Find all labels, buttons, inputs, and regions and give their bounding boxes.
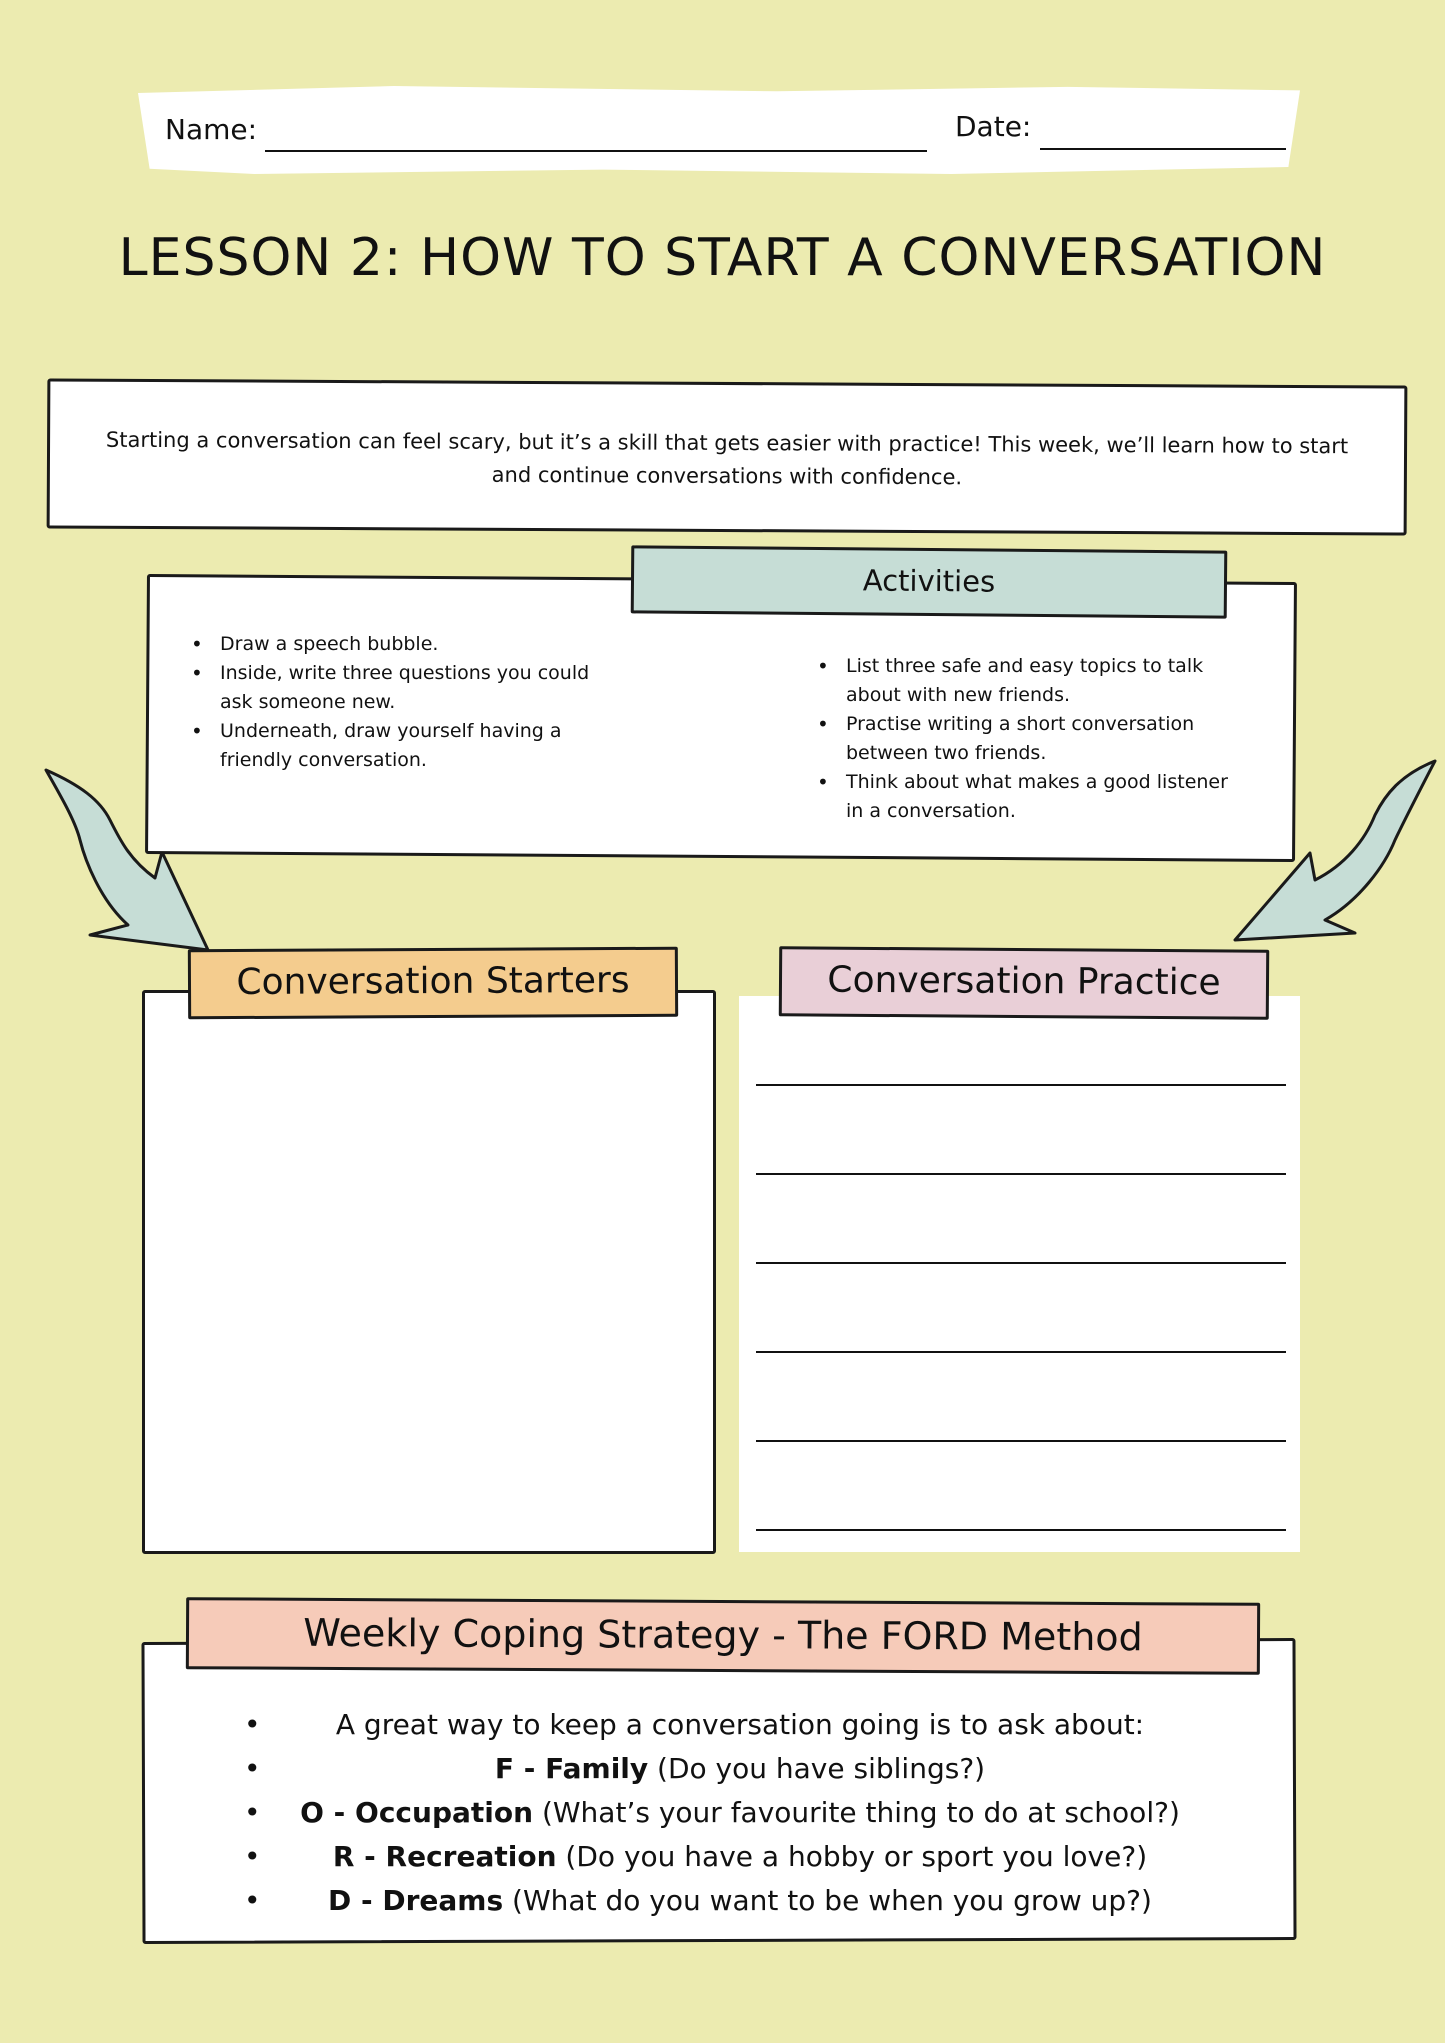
activities-left-list: [191, 630, 611, 775]
ford-detail: (Do you have a hobby or sport you love?): [556, 1840, 1148, 1873]
ford-term: O - Occupation: [300, 1796, 534, 1829]
name-date-strip: [138, 86, 1300, 174]
ford-item-recreation: [240, 1835, 1240, 1879]
writing-line[interactable]: [756, 1529, 1286, 1531]
ford-item-dreams: [240, 1879, 1240, 1923]
writing-line[interactable]: [756, 1440, 1286, 1442]
writing-line[interactable]: [756, 1351, 1286, 1353]
ford-method-heading: Weekly Coping Strategy - The FORD Method: [186, 1597, 1260, 1675]
ford-intro: [240, 1703, 1240, 1747]
ford-term: D - Dreams: [328, 1884, 504, 1917]
page-title: LESSON 2: HOW TO START A CONVERSATION: [118, 228, 1327, 288]
date-label: Date:: [955, 110, 1032, 143]
list-item: • Underneath, draw yourself having a friendly conversation.: [191, 717, 611, 775]
conversation-practice-heading: Conversation Practice: [779, 946, 1269, 1019]
list-item: • Inside, write three questions you could ask someone new.: [191, 659, 611, 717]
intro-text: Starting a conversation can feel scary, but it’s a skill that gets easier with practice! This week, we’ll learn how to start and continue conversations with confidence.: [105, 427, 1349, 490]
ford-list: [240, 1703, 1240, 1923]
writing-line[interactable]: [756, 1262, 1286, 1264]
list-item: • Think about what makes a good listener in a conversation.: [817, 768, 1237, 826]
ford-term: R - Recreation: [332, 1840, 557, 1873]
activities-heading: Activities: [631, 545, 1228, 618]
list-item: • Draw a speech bubble.: [191, 630, 611, 659]
name-label: Name:: [165, 113, 258, 146]
writing-line[interactable]: [756, 1173, 1286, 1175]
ford-detail: (What do you want to be when you grow up?): [503, 1884, 1152, 1917]
ford-detail: (Do you have siblings?): [648, 1752, 986, 1785]
ford-item-family: [240, 1747, 1240, 1791]
name-input-line[interactable]: [265, 150, 927, 152]
ford-intro-text: A great way to keep a conversation going is to ask about:: [335, 1708, 1145, 1741]
intro-box: [47, 378, 1408, 535]
conversation-practice-area: [739, 996, 1300, 1552]
ford-detail: (What’s your favourite thing to do at school?): [533, 1796, 1180, 1829]
date-input-line[interactable]: [1040, 148, 1286, 150]
ford-term: F - Family: [494, 1752, 649, 1785]
list-item: • List three safe and easy topics to talk about with new friends.: [817, 652, 1237, 710]
conversation-starters-area[interactable]: [142, 990, 716, 1554]
activities-right-list: [817, 652, 1237, 826]
list-item: • Practise writing a short conversation between two friends.: [817, 710, 1237, 768]
conversation-starters-heading: Conversation Starters: [188, 947, 678, 1020]
ford-item-occupation: [240, 1791, 1240, 1835]
writing-line[interactable]: [756, 1084, 1286, 1086]
